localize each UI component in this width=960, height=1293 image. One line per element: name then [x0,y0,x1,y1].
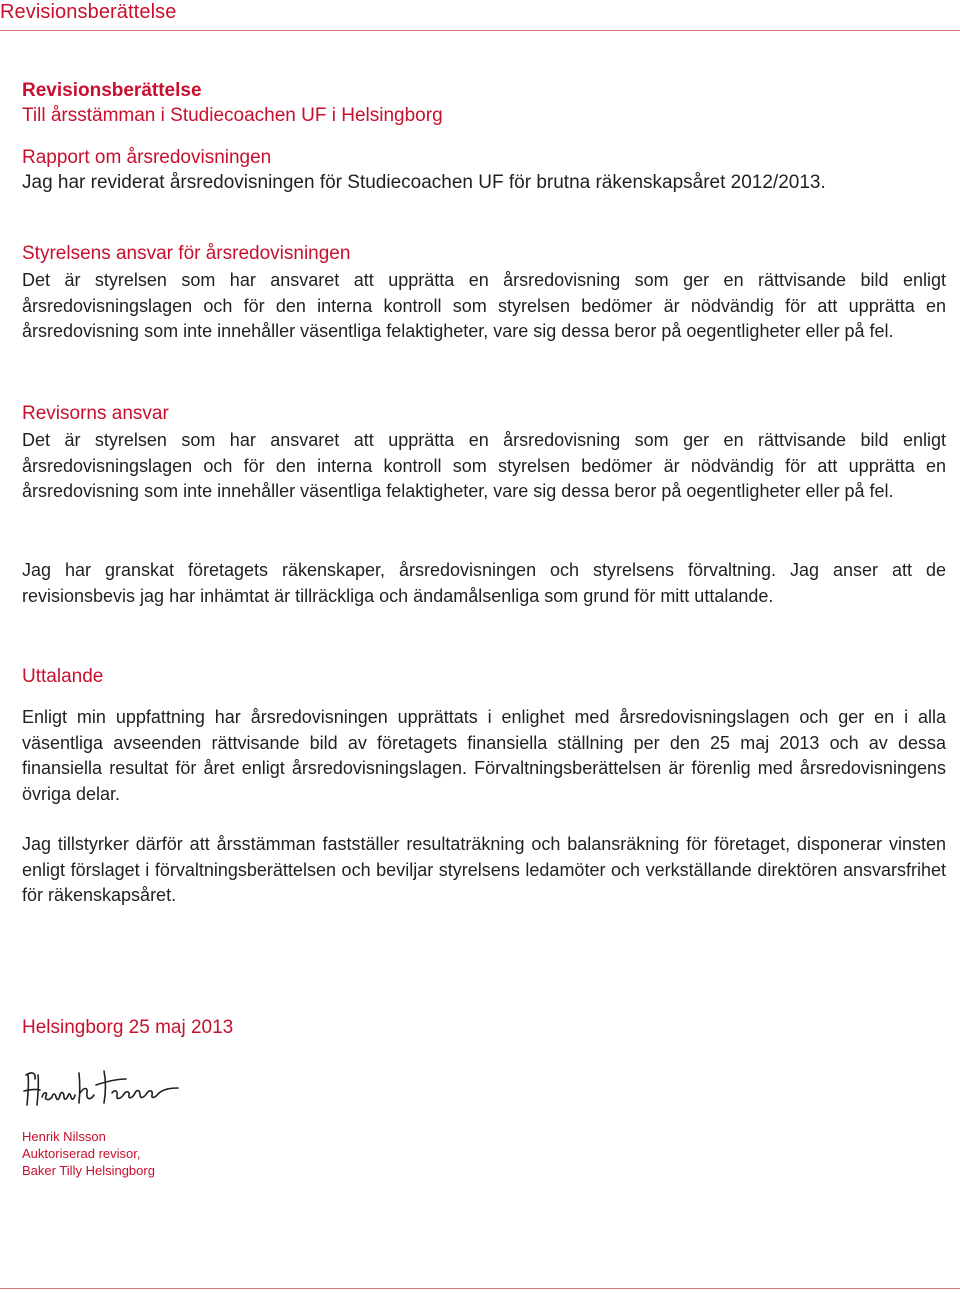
statement-body-2 [22,832,946,909]
statement-text-1: Enligt min uppfattning har årsredovisningen upprättats i enlighet med årsredovisningslagen och ger en i alla väsentliga avseenden rättvisande bild av företagets finansiella ställning per den 25 maj 2013 och av dessa finansiella resultat för året enligt årsredovisningslagen. Förvaltningsberättelsen är förenlig med årsredovisningens övriga delar. [22,707,946,804]
signer-firm: Baker Tilly Helsingborg [22,1163,155,1178]
signoff-section [22,1015,946,1040]
statement-heading: Uttalande [22,666,104,687]
page-header [0,0,960,30]
signer-block [22,1128,946,1179]
statement-body-1 [22,705,946,807]
header-rule [0,30,960,31]
board-text: Det är styrelsen som har ansvaret att upprätta en årsredovisning som ger en rättvisande bild enligt årsredovisningslagen och för den interna kontroll som styrelsen bedömer är nödvändig för att upprätta en årsredovisning som inte innehåller väsentliga felaktigheter, vare sig dessa beror på oegentligheter eller på fel. [22,270,946,342]
report-section [22,145,946,195]
auditor-heading: Revisorns ansvar [22,403,169,424]
report-heading: Rapport om årsredovisningen [22,147,272,168]
auditor-text-2: Jag har granskat företagets räkenskaper, årsredovisningen och styrelsens förvaltning. Jag anser att de revisionsbevis jag har inhämtat är tillräckliga och ändamålsenliga som grund för mitt uttalande. [22,560,946,606]
signer-name: Henrik Nilsson [22,1129,106,1144]
signature-image [22,1063,182,1113]
auditor-text-1: Det är styrelsen som har ansvaret att upprätta en årsredovisning som ger en rättvisande bild enligt årsredovisningslagen och för den interna kontroll som styrelsen bedömer är nödvändig för att upprätta en årsredovisning som inte innehåller väsentliga felaktigheter, vare sig dessa beror på oegentligheter eller på fel. [22,430,946,502]
auditor-section-2 [22,558,946,609]
intro-section [22,78,946,128]
report-text: Jag har reviderat årsredovisningen för Studiecoachen UF för brutna räkenskapsåret 2012/2013. [22,172,826,193]
statement-section [22,664,946,689]
signer-title: Auktoriserad revisor, [22,1146,141,1161]
document-title: Revisionsberättelse [22,80,202,101]
board-section [22,241,946,345]
board-heading: Styrelsens ansvar för årsredovisningen [22,243,351,264]
place-date: Helsingborg 25 maj 2013 [22,1017,234,1038]
footer-rule [0,1288,960,1289]
statement-text-2: Jag tillstyrker därför att årsstämman fastställer resultaträkning och balansräkning för företaget, disponerar vinsten enligt förslaget i förvaltningsberättelsen och beviljar styrelsens ledamöter och verkställande direktören ansvarsfrihet för räkenskapsåret. [22,834,946,906]
auditor-section [22,401,946,505]
recipient-line: Till årsstämman i Studiecoachen UF i Helsingborg [22,105,443,126]
header-title: Revisionsberättelse [0,1,177,23]
